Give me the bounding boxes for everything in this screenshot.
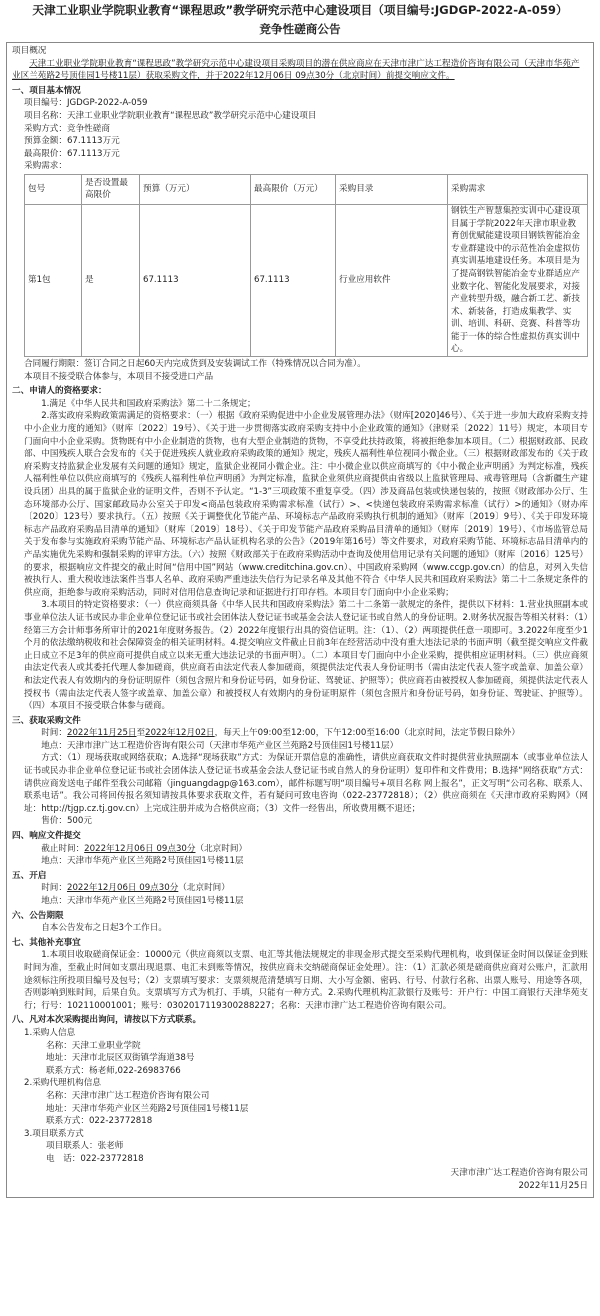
qualification-item-2: 2.落实政府采购政策需满足的资格要求：（一）根据《政府采购促进中小企业发展管理办法》（财库[2020]46号）、《关于进一步加大政府采购支持中小企业力度的通知》（财库〔2022〕19号）、《关于进一步贯彻落实政府采购支持中小企业政策的通知》（津财采〔2022〕11号）规定，本项目专门面向中小企业采购。货物既有中小企业制造的货物，也有大型企业制造的货物，不享受此扶持政策，将被拒绝参加本项目。（二）根据财政部、民政部、中国残疾人联合会发布的《关于促进残疾人就业政府采购政策的通知》规定，残疾人福利性单位视同小微企业。（三）根据财政部发布的《关于政府采购支持监狱企业发展有关问题的通知》规定，监狱企业视同小微企业。注：中小微企业以供应商填写的《中小微企业声明函》为判定标准，残疾人福利性单位以供应商填写的《残疾人福利性单位声明函》为判定标准，监狱企业须供应商提供由省级以上监狱管理局、戒毒管理局（含新疆生产建设兵团）出具的属于监狱企业的证明文件，否则不予认定。“1-3”三项政策不重复享受。（四）涉及商品包装或快递包装的，按照《财政部办公厅、生态环境部办公厅、国家邮政局办公室关于印发<商品包装政府采购需求标准（试行）>、<快递包装政府采购需求标准（试行）>的通知》（财办库〔2020〕123号）要求执行。（五）按照《关于调整优化节能产品、环境标志产品政府采购执行机制的通知》（财库〔2019〕9号）、《关于印发环境标志产品政府采购品目清单的通知》（财库〔2019〕18号）、《关于印发节能产品政府采购品目清单的通知》（财库〔2019〕19号）、《市场监管总局关于发布参与实施政府采购节能产品、环境标志产品认证机构名录的公告》（2019年第16号）等文件要求，对政府采购节能、环境标志品目清单内的产品实施优先采购和强制采购的评审方法。（六）按照《财政部关于在政府采购活动中查询及使用信用记录有关问题的通知》（财库〔2016〕125号）的要求，根据响应文件提交的截止时间“信用中国”网站（www.creditchina.gov.cn）、中国政府采购网（www.ccgp.gov.cn）的信息，对列入失信被执行人、重大税收违法案件当事人名单、政府采购严重违法失信行为记录名单及其他不符合《中华人民共和国政府采购法》第二十二条规定条件的供应商，拒绝参与政府采购活动，同时对信用信息查询记录和证据进行打印存档。本项目专门面向中小企业采购； xyxy=(24,411,588,598)
purchaser-phone: 联系方式：杨老师,022-26983766 xyxy=(46,1065,181,1076)
obtain-time: 时间：2022年11月25日至2022年12月02日，每天上午09:00至12:00，下午12:00至16:00（北京时间，法定节假日除外） xyxy=(41,728,520,739)
agency-title: 2.采购代理机构信息 xyxy=(24,1078,101,1089)
section-heading-submission: 四、响应文件提交 xyxy=(12,831,81,842)
cell-demand: 钢铁生产智慧集控实训中心建设项目属于学院2022年天津市职业教育创优赋能建设项目钢铁智能冶金专业群建设中的示范性冶金虚拟仿真实训基地建设任务。本项目是为了提高钢铁智能冶金专业群适应产业数字化、智能化发展要求，对接产业转型升级，融合新工艺、新技术、新装备，打造成集教学、实训、培训、科研、竞赛、科普等功能于一体的综合性虚拟仿真实训中心。 xyxy=(448,204,588,356)
contacts-body xyxy=(12,1027,588,1166)
header-package-no: 包号 xyxy=(25,174,82,204)
deposit-paragraph: 1.本项目收取磋商保证金：10000元（供应商须以支票、电汇等其他法规规定的非现金形式提交至采购代理机构，收到保证金时间以保证金到账时间为准，至截止时间如支票出现退票、电汇未到账等情况，按供应商未交纳磋商保证金处理）。注：（1）汇款必须是磋商供应商对公账户，汇款用途须标注所投项目编号及包号；（2）支票填写要求：支票须规范清楚填写日期、大小写金额、密码、行号、付款行名称、出票人账号、用途等各项，否则影响到账时间，后果自负。支票填写方式为机打、手填，只能有一种方式。2.采购代理机构汇款银行及账号：开户行：中国工商银行天津华苑支行；行号：102110001001；账号：0302017119300288227；名称：天津市津广达工程造价咨询有限公司。 xyxy=(24,950,588,1011)
project-number: 项目编号：JGDGP-2022-A-059 xyxy=(24,98,148,109)
header-max-price-set: 是否设置最高限价 xyxy=(82,174,140,204)
qualification-item-3: 3.本项目的特定资格要求：（一）供应商须具备《中华人民共和国政府采购法》第二十二条第一款规定的条件，提供以下材料：1.营业执照副本或事业单位法人证书或民办非企业单位登记证书或社会团体法人登记证书或基金会法人登记证书或自然人的身份证明。2.财务状况报告等相关材料：（1）经第三方会计师事务所审计的2021年度财务报告。（2）2022年度银行出具的资信证明。注：（1）、（2）两项提供任意一项即可。3.2022年度至少1个月的依法缴纳税收和社会保障资金的相关证明材料。4.提交响应文件截止日前3年在经营活动中没有重大违法记录的书面声明（截至提交响应文件截止日成立不足3年的供应商可提供自成立以来无重大违法记录的书面声明）。（二）本项目专门面向中小企业采购，提供相应证明材料。（三）供应商须由法定代表人或其委托代理人参加磋商，供应商若由法定代表人参加磋商，须提供法定代表人身份证明书（需由法定代表人签字或盖章、加盖公章）和法定代表人有效期内的身份证明原件（须包含照片和身份证号码，如身份证、驾驶证、护照等）；供应商若由被授权人参加磋商，须提供法定代表人授权书（需由法定代表人签字或盖章、加盖公章）和被授权人有效期内的身份证明原件（须包含照片和身份证号码，如身份证、驾驶证、护照等）。（四）本项目不接受联合体参与磋商。 xyxy=(24,600,588,712)
agency-name: 名称：天津市津广达工程造价咨询有限公司 xyxy=(46,1090,210,1101)
section-heading-qualification: 二、申请人的资格要求： xyxy=(12,386,107,397)
purchaser-title: 1.采购人信息 xyxy=(24,1027,76,1038)
qualification-item-1: 1.满足《中华人民共和国政府采购法》第二十二条规定； xyxy=(41,398,256,409)
project-contact-person: 项目联系人：张老师 xyxy=(46,1141,124,1152)
overview-paragraph: 天津工业职业学院职业教育“课程思政”教学研究示范中心建设项目采购项目的潜在供应商应在天津市津广达工程造价咨询有限公司（天津市华苑产业区兰苑路2号顶佳园1号楼11层）获取采购文件，并于2022年12月06日 09点30分（北京时间）前提交响应文件。 xyxy=(12,58,580,82)
project-name: 项目名称：天津工业职业学院职业教育“课程思政”教学研究示范中心建设项目 xyxy=(24,110,317,121)
qualification-body xyxy=(12,398,588,713)
title-line-1: 天津工业职业学院职业教育“课程思政”教学研究示范中心建设项目（项目编号:JGDGP-2022-A-059） xyxy=(32,3,568,17)
contract-term: 合同履行期限：签订合同之日起60天内完成货到及安装调试工作（特殊情况以合同为准）。 xyxy=(24,359,366,370)
signature-date: 2022年11月25日 xyxy=(518,1181,588,1192)
title-line-2: 竞争性磋商公告 xyxy=(259,22,341,36)
signature-block xyxy=(12,1167,588,1192)
agency-phone: 联系方式：022-23772818 xyxy=(46,1116,153,1127)
obtain-place: 地点：天津市津广达工程造价咨询有限公司（天津市华苑产业区兰苑路2号顶佳园1号楼11层） xyxy=(41,740,399,751)
submission-body xyxy=(12,843,588,868)
project-contact-title: 3.项目联系方式 xyxy=(24,1128,84,1139)
cell-package-no: 第1包 xyxy=(25,204,82,356)
header-budget: 预算（万元） xyxy=(140,174,251,204)
section-heading-obtain-docs: 三、获取采购文件 xyxy=(12,715,81,726)
signature-org: 天津市津广达工程造价咨询有限公司 xyxy=(450,1168,588,1179)
document-body xyxy=(6,42,594,1198)
header-catalog: 采购目录 xyxy=(336,174,448,204)
requirements-label: 采购需求： xyxy=(24,161,67,172)
other-matters-body xyxy=(12,949,588,1012)
opening-time: 时间：2022年12月06日 09点30分（北京时间） xyxy=(41,883,230,894)
overview-place: 天津市津广达工程造价咨询有限公司（天津市华苑产业区兰苑路2号顶佳园1号楼11层） xyxy=(12,58,580,82)
basic-info-list xyxy=(12,97,588,383)
header-demand: 采购需求 xyxy=(448,174,588,204)
opening-place: 地点：天津市华苑产业区兰苑路2号顶佳园1号楼11层 xyxy=(41,896,244,906)
procurement-method: 采购方式：竞争性磋商 xyxy=(24,123,110,134)
cell-max-price-set: 是 xyxy=(82,204,140,356)
max-price: 最高限价：67.1113万元 xyxy=(24,148,120,159)
section-heading-contacts: 八、凡对本次采购提出询问，请按以下方式联系。 xyxy=(12,1015,202,1026)
submission-deadline: 截止时间：2022年12月06日 09点30分（北京时间） xyxy=(41,843,248,854)
section-heading-notice-period: 六、公告期限 xyxy=(12,910,64,921)
obtain-docs-body xyxy=(12,727,588,828)
cell-budget: 67.1113 xyxy=(140,204,251,356)
table-header-row xyxy=(25,174,588,204)
purchaser-address: 地址：天津市北辰区双街镇学海道38号 xyxy=(46,1053,195,1064)
purchaser-name: 名称：天津工业职业学院 xyxy=(46,1040,141,1051)
obtain-method: 方式：（1）现场获取或网络获取；A.选择“现场获取”方式：为保证开票信息的准确性，请供应商获取文件时提供营业执照副本（或事业单位法人证书或民办非企业单位登记证书或社会团体法人登记证书或基金会法人登记证书或自然人的身份证明）复印件和文件费用；B.选择“网络获取”方式：请供应商发送电子邮件至我公司邮箱（jinguangdagp@163.com），邮件标题写明“项目编号+项目名称 网上报名”，正文写明“公司名称、联系人、联系电话”。我公司将回传报名须知请按具体要求获取文件，若有疑问可致电咨询（022-23772818）；（2）供应商须在《天津市政府采购网》（网址：http://tjgp.cz.tj.gov.cn）上完成注册并成为合格供应商；（3）文件一经售出，所收费用概不退还； xyxy=(24,753,588,814)
consortium-note: 本项目不接受联合体参与，本项目不接受进口产品 xyxy=(24,371,214,382)
overview-label: 项目概况 xyxy=(12,46,47,56)
notice-period-body xyxy=(12,922,588,935)
opening-body xyxy=(12,882,588,907)
agency-address: 地址：天津市华苑产业区兰苑路2号顶佳园1号楼11层 xyxy=(46,1103,249,1114)
header-max-price: 最高限价（万元） xyxy=(251,174,336,204)
section-heading-basic-info: 一、项目基本情况 xyxy=(12,85,81,96)
cell-max-price: 67.1113 xyxy=(251,204,336,356)
notice-period-text: 自本公告发布之日起3个工作日。 xyxy=(41,923,167,934)
section-heading-other-matters: 七、其他补充事宜 xyxy=(12,937,81,948)
package-table xyxy=(24,174,588,357)
section-heading-opening: 五、开启 xyxy=(12,870,47,881)
cell-catalog: 行业应用软件 xyxy=(336,204,448,356)
table-row xyxy=(25,204,588,356)
announcement-title xyxy=(6,2,594,38)
project-contact-phone: 电 话：022-23772818 xyxy=(46,1153,144,1164)
budget-amount: 预算金额：67.1113万元 xyxy=(24,136,120,147)
document-price: 售价：500元 xyxy=(41,816,92,827)
submission-place: 地点：天津市华苑产业区兰苑路2号顶佳园1号楼11层 xyxy=(41,856,244,867)
overview-deadline: 2022年12月06日 09点30分 xyxy=(222,71,335,82)
